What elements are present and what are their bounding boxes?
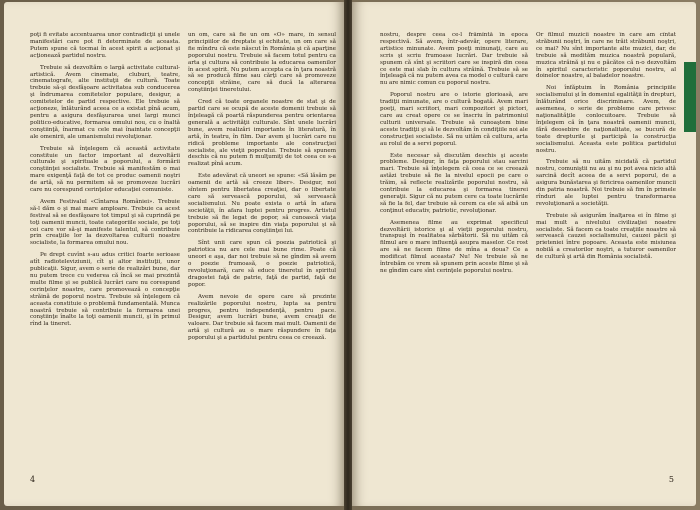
paragraph: Cred că toate organele noastre de stat şi de partid care se ocupă de aceste domenii trebuie să înţeleagă că poartă răspunderea pentru orientarea generală a activităţii culturale. Sînt unele lucrări bune, avem realizări importante în literatură, în artă, în teatru, în film. Dar avem şi lucrări care nu ridică probleme importante ale construcţiei socialiste, ale vieţii poporului. Trebuie să spunem deschis că nu putem fi mulţumiţi de tot ceea ce s-a realizat pînă acum. — [188, 99, 336, 168]
paragraph: Avem nevoie de opere care să prezinte realizările poporului nostru, lupta sa pentru progres, pentru independenţă, pentru pace. Desigur, avem lucrări bune, avem creaţii de valoare. Dar trebuie să facem mai mult. Oamenii de artă şi cultură au o mare răspundere în faţa poporului şi a partidului pentru ceea ce creează. — [188, 293, 336, 342]
paragraph: Trebuie să dezvoltăm o largă activitate cultural-artistică. Avem cinemate, cluburi, teatre, cinematografe, alte instituţii de cultură. Toate trebuie să-şi desfăşoare activitatea sub conducerea şi îndrumarea comitetelor populare, desigur, a comitetelor de partid respective. Ele trebuie să acţioneze, înlăturând aceea ce a existat pînă acum, pentru a asigura desfăşurarea unei largi munci politico-educative, formarea omului nou, cu o înaltă conştiinţă, înarmat cu cele mai înaintate concepţii ale omenirii, ale umanismului revoluţionar. — [30, 64, 180, 140]
page-number-left: 4 — [30, 475, 36, 484]
right-column-1 — [380, 32, 528, 280]
paragraph: nostru, despre ceea ce-l frămîntă în epoca respectivă. Să avem, într-adevăr, opere literare, artistice minunate. Avem poeţi minunaţi, care au scris şi scriu frumoase lucrări. Dar trebuie să spunem că sînt şi scriitori care se inspiră din ceea ce este mai slab în cultura străină. Trebuie să se înţeleagă că nu putem avea ca model o cultură care nu are nimic comun cu poporul nostru. — [380, 32, 528, 87]
paragraph: un om, care să fie un om «O» mare, în sensul principiilor de dreptate şi echitate, un om care să fie mîndru că este născut în România şi că aparţine poporului nostru. Trebuie să facem totul pentru ca arta şi cultura să contribuie la educarea oamenilor în acest spirit. Nu putem accepta ca în ţara noastră să se producă filme sau cărţi care să promoveze concepţii străine, care să ducă la alterarea conştiinţei tineretului. — [188, 32, 336, 94]
green-page-tab — [684, 62, 696, 132]
page-number-right: 5 — [668, 475, 674, 484]
paragraph: Pe drept cuvînt s-au adus critici foarte serioase atît radioteleviziunii, cît şi altor instituţii, unor publicaţii. Sigur, avem o serie de realizări bune, dar nu putem trece cu vederea că încă se mai prezintă multe filme şi se publică lucrări care nu corespund cerinţelor noastre, care promovează o concepţie străină de poporul nostru. Trebuie să înţelegem că aceasta constituie o problemă fundamentală. Munca noastră trebuie să contribuie la formarea unei conştiinţe înalte la toţi oamenii muncii, şi în primul rînd la tineret. — [30, 252, 180, 328]
paragraph: poţi fi evitate accentuarea unor contradicţii şi unele manifestări care pot fi determinate de aceasta. Putem spune că tocmai în acest spirit a acţionat şi acţionează partidul nostru. — [30, 32, 180, 59]
book-gutter — [344, 0, 352, 510]
paragraph: Sînt unii care spun că poezia patriotică şi patriotica nu are cele mai bune rime. Poate că uneori e aşa, dar noi trebuie să ne gîndim să avem o poezie frumoasă, o poezie patriotică, revoluţionară, care să educe tineretul în spiritul dragostei faţă de patrie, faţă de partid, faţă de popor. — [188, 240, 336, 288]
paragraph: Asemenea filme au exprimat specificul dezvoltării istorice şi al vieţii poporului nostru, transpuşi în realitatea sărbătorii. Să nu uităm că filmul are o mare influenţă asupra maselor. Ce rost are să ne facem filme de mîna a doua? Ce a modificat filmul aceasta? Nu! Ne trebuie să ne întrebăm ce vrem să spunem prin aceste filme şi să ne gîndim care sînt cerinţele poporului nostru. — [380, 219, 528, 274]
paragraph: Noi înfăptuim în România principiile socialismului şi în domeniul egalităţii în drepturi, înlăturând orice discriminare. Avem, de asemenea, o serie de probleme care privesc naţionalităţile conlocuitoare. Trebuie să înţelegem că în ţara noastră oamenii muncii, fără deosebire de naţionalitate, se bucură de toate drepturile şi participă la construcţia socialismului. Aceasta este politica partidului nostru. — [536, 85, 676, 154]
paragraph: Este necesar să discutăm deschis şi aceste probleme. Desigur, în faţa poporului stau sarcini mari. Trebuie să înţelegem că ceea ce se creează astăzi trebuie să fie la nivelul epocii pe care o trăim, să reflecte realizările poporului nostru, să contribuie la educarea şi formarea tinerei generaţii. Sigur că nu putem cere ca toate lucrările să fie la fel, dar trebuie să cerem ca ele să aibă un conţinut educativ, patriotic, revoluţionar. — [380, 152, 528, 214]
paragraph: Avem Festivalul «Cîntarea României». Trebuie să-l dăm o şi mai mare amploare. Trebuie ca acest festival să se desfăşoare tot timpul şi să cuprindă pe toţi oamenii muncii, toate categoriile sociale, pe toţi cei care vor să-şi manifeste talentul, să contribuie prin creaţiile lor la dezvoltarea culturii noastre socialiste, la formarea omului nou. — [30, 198, 180, 247]
paragraph: Or filmul muzicii noastre în care am cîntat străbunii noştri, în care ne trăit străbunii noştri, ce mai? Nu sînt importante alte muzici, dar, de trebuie să medităm muzica noastră populară, muzica străină şi nu e păcătos că n-o dezvoltăm în spiritul caracteristic poporului nostru, al doinelor noastre, al baladelor noastre. — [536, 32, 676, 80]
paragraph: Trebuie să nu uităm nicidată că partidul nostru, comuniştii nu au şi nu pot avea nicio altă sarcină decît aceea de a servi poporul, de a asigura bunăstarea şi fericirea oamenilor muncii din patria noastră. Noi trebuie să fim în primele rînduri ale luptei pentru transformarea revoluţionară a societăţii. — [536, 159, 676, 207]
left-column-2 — [188, 32, 336, 347]
left-column-1 — [30, 32, 180, 333]
left-page — [4, 2, 344, 506]
right-column-2 — [536, 32, 676, 266]
paragraph: Trebuie să înţelegem că această activitate constituie un factor important al dezvoltării culturale şi spirituale a poporului, a formării conştiinţei socialiste. Trebuie să manifestăm o mai mare exigenţă faţă de tot ce produc oamenii noştri de artă, să nu permitem să se promoveze lucrări care nu corespund cerinţelor educaţiei comuniste. — [30, 145, 180, 194]
paragraph: Poporul nostru are o istorie glorioasă, are tradiţii minunate, are o cultură bogată. Avem mari poeţi, mari scriitori, mari compozitori şi pictori, care au creat opere ce se înscriu în patrimoniul culturii universale. Trebuie să cunoaştem bine aceste tradiţii şi să le dezvoltăm în condiţiile noi ale construcţiei socialiste. Să nu uităm că cultura, arta au rolul de a servi poporul. — [380, 92, 528, 147]
right-page — [352, 2, 696, 506]
paragraph: Este adevărat că uneori se spune: «Să lăsăm pe oamenii de artă să creeze liber». Desigur, noi sîntem pentru libertatea creaţiei, dar o libertate care să servească poporului, să servească socialismului. Nu poate exista o artă în afara societăţii, în afara luptei pentru progres. Artistul trebuie să fie legat de popor, să cunoască viaţa poporului, să se inspire din viaţa poporului şi să contribuie la ridicarea conştiinţei lui. — [188, 173, 336, 235]
paragraph: Trebuie să asigurăm înalţarea ei în filme şi mai mult a nivelului civilizaţiei noastre socialiste. Să facem ca toate creaţiile noastre să servească cauzei socialismului, cauzei păcii şi prieteniei între popoare. Aceasta este misiunea nobilă a creatorilor noştri, a tuturor oamenilor de cultură şi artă din România socialistă. — [536, 212, 676, 261]
